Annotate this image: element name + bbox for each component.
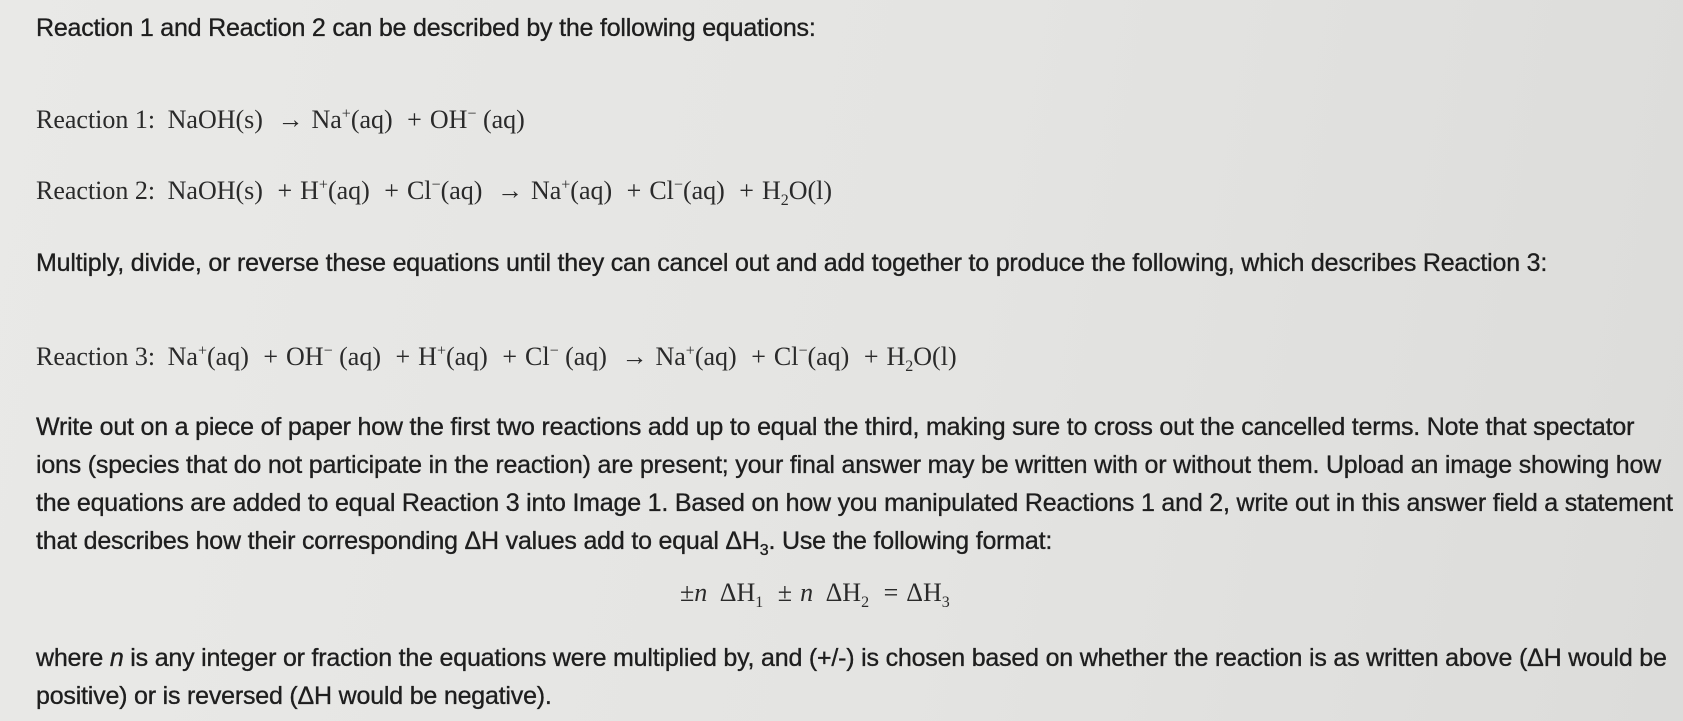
reactant-naoh: NaOH(s): [167, 176, 263, 205]
species-oh: OH− (aq): [286, 342, 381, 371]
species-cl: Cl−(aq): [773, 342, 850, 371]
species-na: Na+(aq): [530, 176, 613, 205]
plus: +: [384, 176, 399, 205]
plus: +: [395, 342, 411, 371]
plus: +: [751, 342, 766, 371]
reactant-naoh: NaOH(s): [167, 105, 263, 134]
species-na: Na+(aq): [167, 342, 249, 371]
instruction-text: Multiply, divide, or reverse these equations until they can cancel out and add together to produce the following, which describes Reaction 3:: [36, 249, 1548, 277]
reaction-3-label: Reaction 3:: [36, 342, 156, 371]
species-h: H+(aq): [418, 342, 488, 371]
species-h: H+(aq): [300, 176, 370, 205]
species-water: $H_2O(l)$: [761, 176, 833, 210]
reaction-2-equation: [36, 176, 833, 210]
species-cl: Cl−(aq): [649, 176, 725, 205]
reaction-1-label: Reaction 1:: [36, 105, 156, 134]
reaction-1-equation: [36, 105, 525, 135]
plus: +: [626, 176, 642, 205]
plus: +: [263, 342, 279, 371]
species-water: $H_2O(l)$: [886, 342, 957, 376]
species-oh: OH− (aq): [429, 105, 525, 134]
plus: +: [277, 176, 293, 205]
plus: +: [739, 176, 754, 205]
footer-explanation: where n is any integer or fraction the equations were multiplied by, and (+/-) is chosen based on whether the reaction is as written above (ΔH would be positive) or is reversed (ΔH would be negative).: [36, 644, 1667, 710]
instructions-paragraph: Write out on a piece of paper how the first two reactions add up to equal the third, making sure to cross out the cancelled terms. Note that spectator ions (species that do not participate in the reaction) are present; your final answer may be written with or without them. Upload an image showing how the equations are added to equal Reaction 3 into Image 1. Based on how you manipulated Reactions 1 and 2, write out in this answer field a statement that describes how their corresponding ΔH values add to equal $\Delta H_3$. Use the following format:: [36, 413, 1673, 559]
heading: Reaction 1 and Reaction 2 can be described by the following equations:: [36, 14, 816, 42]
plus: +: [502, 342, 517, 371]
arrow: →: [277, 105, 304, 134]
arrow: →: [496, 176, 523, 205]
answer-format-equation: ±n $\Delta H_1 \pm n$ $\Delta H_2 = \Delta H_3$: [680, 578, 950, 612]
arrow: →: [621, 342, 648, 371]
species-cl: Cl− (aq): [525, 342, 607, 371]
species-na: Na+(aq): [311, 105, 393, 134]
species-na: Na+(aq): [655, 342, 737, 371]
reaction-3-equation: [36, 342, 957, 376]
plus: +: [863, 342, 879, 371]
reaction-2-label: Reaction 2:: [36, 176, 156, 205]
species-cl: Cl−(aq): [406, 176, 483, 205]
plus: +: [407, 105, 422, 134]
